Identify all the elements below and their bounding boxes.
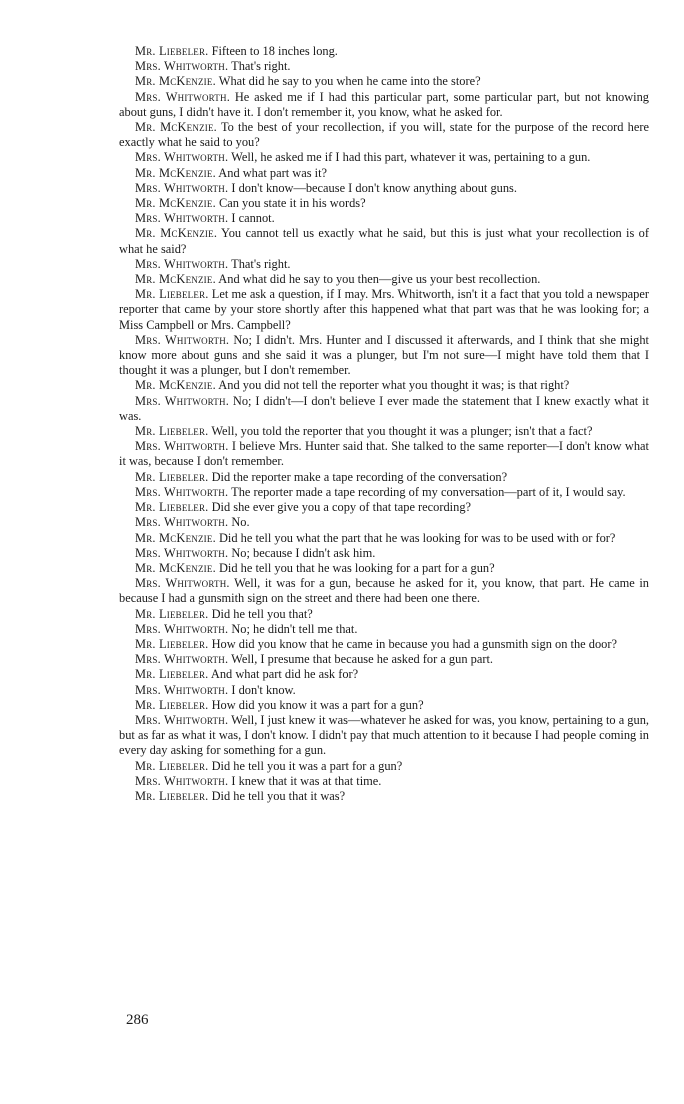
testimony-paragraph: [119, 196, 649, 211]
speaker-label: Mrs. Whitworth.: [135, 773, 229, 788]
testimony-paragraph: [119, 333, 649, 379]
speaker-label: Mrs. Whitworth.: [135, 150, 229, 165]
speaker-label: Mr. McKenzie.: [135, 272, 216, 287]
testimony-text: I cannot.: [231, 211, 275, 226]
speaker-label: Mrs. Whitworth.: [135, 515, 229, 530]
testimony-paragraph: [119, 683, 649, 698]
testimony-paragraph: [119, 607, 649, 622]
testimony-text: Did he tell you that it was?: [211, 788, 346, 803]
speaker-label: Mr. Liebeler.: [135, 667, 209, 682]
testimony-text: Did he tell you that he was looking for a part for a gun?: [218, 560, 495, 575]
testimony-text: How did you know that he came in because you had a gunsmith sign on the door?: [211, 636, 617, 651]
testimony-paragraph: [119, 713, 649, 759]
testimony-text: Fifteen to 18 inches long.: [211, 44, 338, 58]
speaker-label: Mrs. Whitworth.: [135, 712, 229, 727]
speaker-label: Mr. McKenzie.: [135, 530, 216, 545]
speaker-label: Mrs. Whitworth.: [135, 682, 229, 697]
testimony-text: The reporter made a tape recording of my conversation—part of it, I would say.: [231, 484, 626, 499]
speaker-label: Mrs. Whitworth.: [135, 484, 229, 499]
speaker-label: Mr. Liebeler.: [135, 500, 209, 515]
testimony-text: How did you know it was a part for a gun?: [211, 697, 424, 712]
testimony-text: Did he tell you what the part that he was looking for was to be used with or for?: [218, 530, 616, 545]
testimony-paragraph: [119, 546, 649, 561]
testimony-text: That's right.: [231, 256, 291, 271]
testimony-text: What did he say to you when he came into the store?: [218, 74, 481, 89]
speaker-label: Mrs. Whitworth.: [135, 256, 229, 271]
speaker-label: Mrs. Whitworth.: [135, 545, 229, 560]
testimony-paragraph: [119, 211, 649, 226]
speaker-label: Mr. Liebeler.: [135, 287, 209, 302]
testimony-paragraph: [119, 774, 649, 789]
speaker-label: Mrs. Whitworth.: [135, 652, 229, 667]
testimony-text: Well, I just knew it was—whatever he asked for was, you know, pertaining to a gun, but as far as what it was, I don't know. I didn't pay that much attention to it because I had people coming in every day asking for something for a gun.: [119, 712, 649, 758]
testimony-paragraph: [119, 181, 649, 196]
testimony-text: No.: [231, 515, 250, 530]
speaker-label: Mrs. Whitworth.: [135, 332, 230, 347]
speaker-label: Mr. Liebeler.: [135, 469, 209, 484]
testimony-paragraph: [119, 166, 649, 181]
testimony-paragraph: [119, 667, 649, 682]
speaker-label: Mr. McKenzie.: [135, 120, 217, 135]
testimony-paragraph: [119, 59, 649, 74]
testimony-paragraph: [119, 120, 649, 150]
testimony-paragraph: [119, 287, 649, 333]
speaker-label: Mr. McKenzie.: [135, 378, 216, 393]
testimony-paragraph: [119, 515, 649, 530]
testimony-paragraph: [119, 531, 649, 546]
speaker-label: Mrs. Whitworth.: [135, 576, 230, 591]
testimony-text: Let me ask a question, if I may. Mrs. Whitworth, isn't it a fact that you told a newspaper reporter that came by your store shortly after this happened what that part was that he was looking for; a Miss Campbell or Mrs. Campbell?: [119, 287, 649, 332]
testimony-text: And what part was it?: [218, 165, 328, 180]
testimony-paragraph: [119, 789, 649, 804]
speaker-label: Mrs. Whitworth.: [135, 89, 230, 104]
testimony-text: No; he didn't tell me that.: [231, 621, 358, 636]
testimony-text: I don't know.: [231, 682, 296, 697]
testimony-text: I don't know—because I don't know anything about guns.: [231, 180, 517, 195]
speaker-label: Mr. McKenzie.: [135, 74, 216, 89]
testimony-paragraph: [119, 394, 649, 424]
testimony-text: He asked me if I had this particular part, some particular part, but not knowing about guns, I didn't have it. I don't remember it, you know, what he asked for.: [119, 89, 649, 119]
testimony-text: Well, he asked me if I had this part, whatever it was, pertaining to a gun.: [231, 150, 591, 165]
testimony-paragraph: [119, 561, 649, 576]
testimony-paragraph: [119, 622, 649, 637]
testimony-paragraph: [119, 500, 649, 515]
testimony-text: You cannot tell us exactly what he said, but this is just what your recollection is of what he said?: [119, 226, 649, 256]
speaker-label: Mr. McKenzie.: [135, 226, 218, 241]
testimony-paragraph: [119, 272, 649, 287]
testimony-text: No; because I didn't ask him.: [231, 545, 376, 560]
speaker-label: Mrs. Whitworth.: [135, 211, 229, 226]
testimony-paragraph: [119, 257, 649, 272]
speaker-label: Mr. Liebeler.: [135, 758, 209, 773]
testimony-paragraph: [119, 424, 649, 439]
testimony-paragraph: [119, 378, 649, 393]
speaker-label: Mr. Liebeler.: [135, 697, 209, 712]
speaker-label: Mr. Liebeler.: [135, 606, 209, 621]
testimony-text: No; I didn't—I don't believe I ever made the statement that I knew exactly what it was.: [119, 393, 649, 423]
testimony-paragraph: [119, 74, 649, 89]
testimony-paragraph: [119, 652, 649, 667]
testimony-text: I believe Mrs. Hunter said that. She talked to the same reporter—I don't know what it was, because I don't remember.: [119, 439, 649, 469]
testimony-paragraph: [119, 90, 649, 120]
testimony-paragraph: [119, 759, 649, 774]
testimony-paragraph: [119, 44, 649, 59]
speaker-label: Mrs. Whitworth.: [135, 439, 229, 454]
testimony-text: Well, it was for a gun, because he asked for it, you know, that part. He came in because I had a gunsmith sign on the street and there had been one there.: [119, 576, 649, 606]
testimony-text: No; I didn't. Mrs. Hunter and I discussed it afterwards, and I think that she might know more about guns and she said it was a plunger, but I'm not sure—I might have told them that I thought it was a plunger, but I don't remember.: [119, 332, 649, 378]
speaker-label: Mr. McKenzie.: [135, 196, 216, 211]
speaker-label: Mr. Liebeler.: [135, 424, 209, 439]
testimony-paragraph: [119, 698, 649, 713]
transcript-page: [119, 44, 649, 804]
speaker-label: Mr. McKenzie.: [135, 165, 216, 180]
testimony-text: Can you state it in his words?: [218, 196, 366, 211]
testimony-text: Did he tell you that?: [211, 606, 313, 621]
speaker-label: Mr. Liebeler.: [135, 636, 209, 651]
testimony-text: I knew that it was at that time.: [231, 773, 382, 788]
testimony-paragraph: [119, 150, 649, 165]
testimony-text: To the best of your recollection, if you will, state for the purpose of the record here exactly what he said to you?: [119, 120, 650, 150]
testimony-paragraph: [119, 226, 649, 256]
speaker-label: Mrs. Whitworth.: [135, 621, 229, 636]
testimony-text: That's right.: [231, 59, 291, 74]
testimony-text: Did she ever give you a copy of that tape recording?: [211, 500, 472, 515]
testimony-text: Well, I presume that because he asked for a gun part.: [231, 652, 493, 667]
testimony-text: Did he tell you it was a part for a gun?: [211, 758, 403, 773]
page-number: 286: [126, 1012, 149, 1028]
speaker-label: Mr. Liebeler.: [135, 788, 209, 803]
speaker-label: Mr. McKenzie.: [135, 560, 216, 575]
testimony-paragraph: [119, 485, 649, 500]
testimony-text: Did the reporter make a tape recording of the conversation?: [211, 469, 508, 484]
speaker-label: Mrs. Whitworth.: [135, 59, 229, 74]
speaker-label: Mrs. Whitworth.: [135, 393, 230, 408]
testimony-paragraph: [119, 439, 649, 469]
testimony-text: And you did not tell the reporter what you thought it was; is that right?: [218, 378, 570, 393]
testimony-paragraph: [119, 576, 649, 606]
testimony-text: And what part did he ask for?: [210, 667, 359, 682]
speaker-label: Mrs. Whitworth.: [135, 180, 229, 195]
speaker-label: Mr. Liebeler.: [135, 44, 209, 58]
testimony-text: And what did he say to you then—give us your best recollection.: [218, 272, 541, 287]
testimony-paragraph: [119, 470, 649, 485]
testimony-paragraph: [119, 637, 649, 652]
testimony-text: Well, you told the reporter that you thought it was a plunger; isn't that a fact?: [211, 424, 593, 439]
